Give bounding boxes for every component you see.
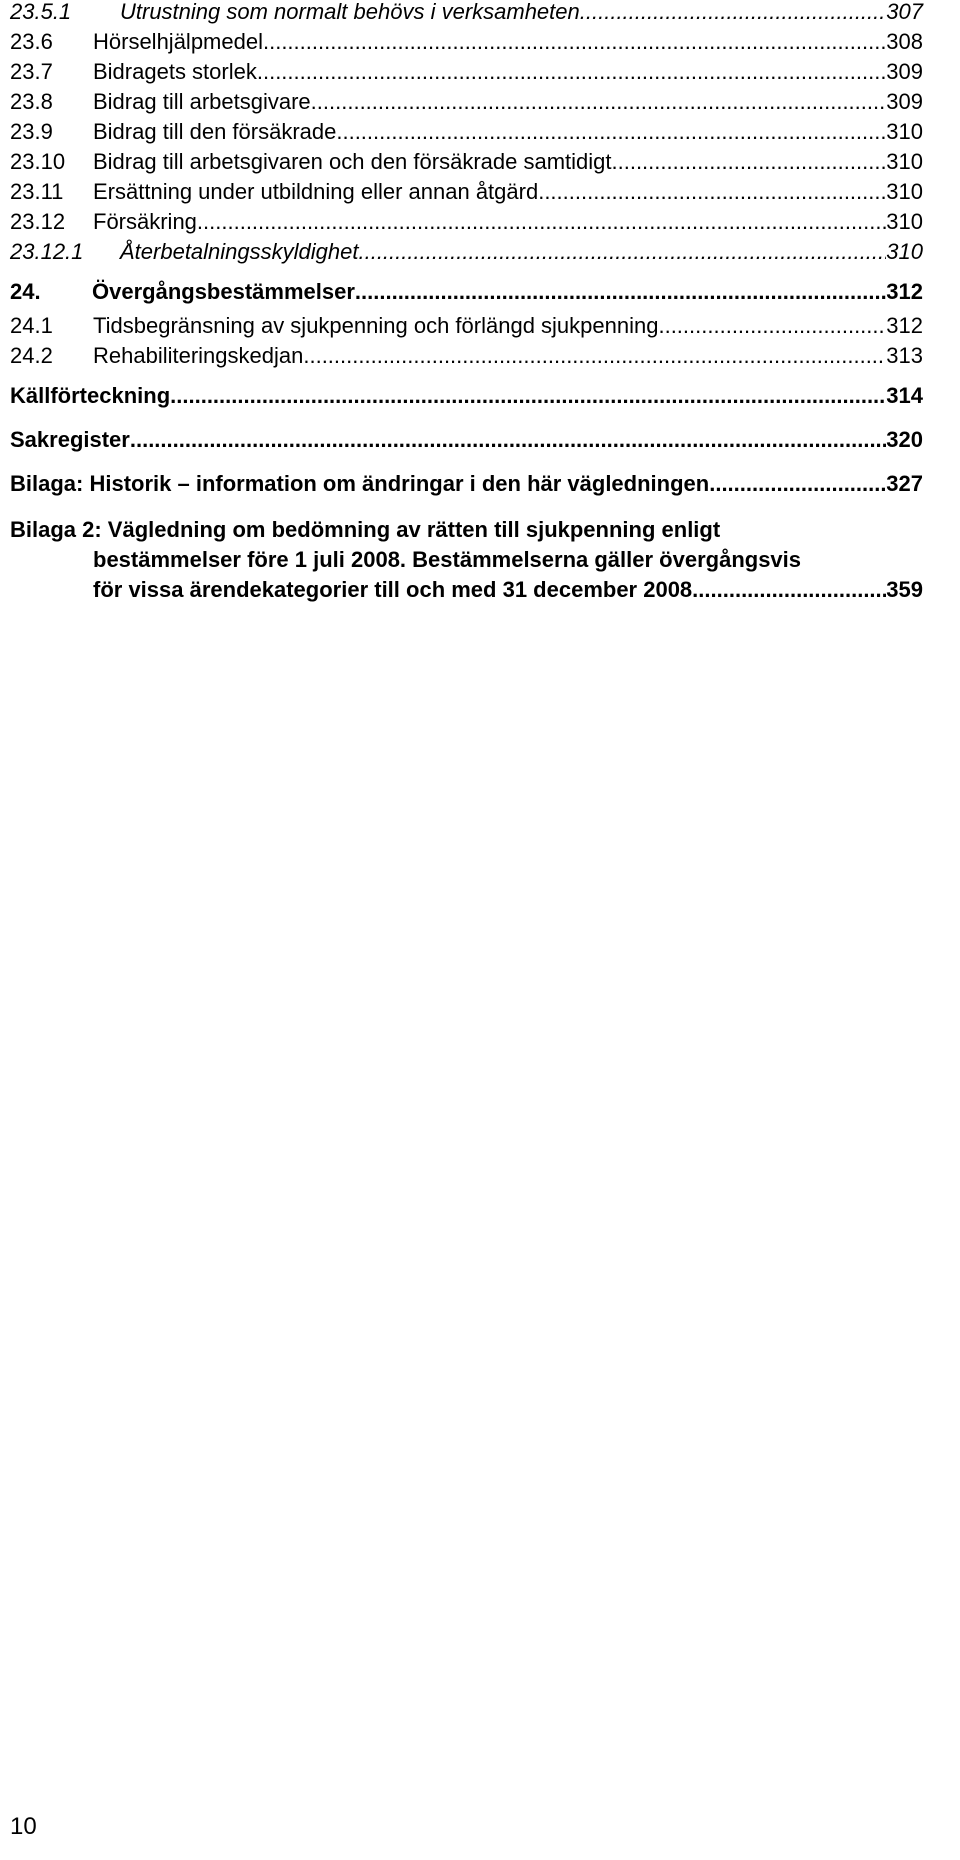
toc-entry-page: 309 xyxy=(886,59,923,84)
toc-entry-title: Hörselhjälpmedel xyxy=(93,29,263,54)
toc-entry-page: 327 xyxy=(886,471,923,496)
toc-entry-page: 310 xyxy=(886,209,923,234)
toc-entry-page: 314 xyxy=(886,383,923,408)
toc-entry-number: 24.2 xyxy=(10,343,53,368)
toc-leader-dots xyxy=(336,117,886,147)
toc-entry-title: Övergångsbestämmelser xyxy=(92,279,355,304)
toc-entry-title: Källförteckning xyxy=(10,383,171,408)
toc-entry-number: 23.9 xyxy=(10,119,53,144)
toc-entry-title: Utrustning som normalt behövs i verksamheten xyxy=(120,0,580,24)
toc-leader-dots xyxy=(709,469,886,499)
toc-entry-page: 320 xyxy=(886,427,923,452)
toc-entry-title: Bidragets storlek xyxy=(93,59,257,84)
toc-entry-page: 312 xyxy=(886,313,923,338)
table-of-contents xyxy=(10,0,923,605)
toc-entry-number: 23.8 xyxy=(10,89,53,114)
toc-entry[interactable] xyxy=(10,57,923,87)
toc-entry[interactable] xyxy=(10,207,923,237)
toc-entry[interactable] xyxy=(10,381,923,411)
toc-entry-title: Återbetalningsskyldighet xyxy=(120,239,359,264)
toc-entry-page: 310 xyxy=(886,119,923,144)
toc-entry-page: 309 xyxy=(886,89,923,114)
toc-leader-dots xyxy=(355,277,886,307)
toc-entry-page: 310 xyxy=(886,179,923,204)
toc-leader-dots xyxy=(358,237,886,267)
toc-entry-number: 23.11 xyxy=(10,179,64,204)
toc-entry-title: Bilaga: Historik – information om ändringar i den här vägledningen xyxy=(10,471,710,496)
toc-entry-number: 24.1 xyxy=(10,313,53,338)
toc-entry[interactable] xyxy=(10,27,923,57)
toc-entry[interactable] xyxy=(10,237,923,267)
toc-leader-dots xyxy=(580,0,887,27)
toc-entry-title: Sakregister xyxy=(10,427,130,452)
toc-entry-page: 312 xyxy=(886,279,923,304)
toc-entry-title-line: Bilaga 2: Vägledning om bedömning av rätten till sjukpenning enligt xyxy=(10,517,721,542)
toc-entry-number: 23.12 xyxy=(10,209,66,234)
toc-leader-dots xyxy=(130,425,886,455)
toc-entry-title: Tidsbegränsning av sjukpenning och förlängd sjukpenning xyxy=(93,313,659,338)
toc-entry-title-line: bestämmelser före 1 juli 2008. Bestämmelserna gäller övergångsvis xyxy=(93,547,802,572)
toc-entry-title: Ersättning under utbildning eller annan åtgärd xyxy=(93,179,539,204)
toc-entry[interactable] xyxy=(10,469,923,499)
toc-entry-number: 23.7 xyxy=(10,59,53,84)
toc-leader-dots xyxy=(658,311,886,341)
toc-entry-title: Bidrag till den försäkrade xyxy=(93,119,337,144)
toc-entry-number: 23.6 xyxy=(10,29,53,54)
toc-leader-dots xyxy=(311,87,887,117)
toc-entry-number: 23.12.1 xyxy=(10,239,84,264)
page-number: 10 xyxy=(10,1813,37,1840)
toc-entry-title: Bidrag till arbetsgivaren och den försäkrade samtidigt xyxy=(93,149,612,174)
toc-leader-dots xyxy=(257,57,886,87)
toc-leader-dots xyxy=(170,381,886,411)
toc-entry-number: 23.5.1 xyxy=(10,0,72,24)
toc-leader-dots xyxy=(698,575,886,605)
toc-entry-last-line xyxy=(10,575,923,605)
toc-entry[interactable] xyxy=(10,341,923,371)
toc-leader-dots xyxy=(197,207,886,237)
toc-entry-page: 310 xyxy=(886,239,923,264)
toc-entry[interactable] xyxy=(10,117,923,147)
toc-entry-title: Försäkring xyxy=(93,209,197,234)
toc-leader-dots xyxy=(303,341,886,371)
toc-entry[interactable] xyxy=(10,277,923,307)
toc-entry-number: 23.10 xyxy=(10,149,66,174)
toc-entry-page: 308 xyxy=(886,29,923,54)
toc-entry[interactable] xyxy=(10,87,923,117)
toc-entry-title-line: för vissa ärendekategorier till och med 31 december 2008. xyxy=(93,577,699,602)
toc-leader-dots xyxy=(612,147,887,177)
toc-entry-page: 307 xyxy=(886,0,923,24)
toc-entry[interactable] xyxy=(10,515,923,605)
toc-entry-page: 359 xyxy=(886,577,923,602)
toc-entry[interactable] xyxy=(10,311,923,341)
toc-entry-title: Rehabiliteringskedjan xyxy=(93,343,304,368)
toc-entry[interactable] xyxy=(10,147,923,177)
toc-entry[interactable] xyxy=(10,425,923,455)
toc-entry-page: 310 xyxy=(886,149,923,174)
toc-entry-title: Bidrag till arbetsgivare xyxy=(93,89,311,114)
toc-entry[interactable] xyxy=(10,177,923,207)
toc-entry[interactable] xyxy=(10,0,923,27)
toc-entry-number: 24. xyxy=(10,279,41,304)
toc-leader-dots xyxy=(538,177,886,207)
toc-leader-dots xyxy=(263,27,886,57)
toc-entry-page: 313 xyxy=(886,343,923,368)
